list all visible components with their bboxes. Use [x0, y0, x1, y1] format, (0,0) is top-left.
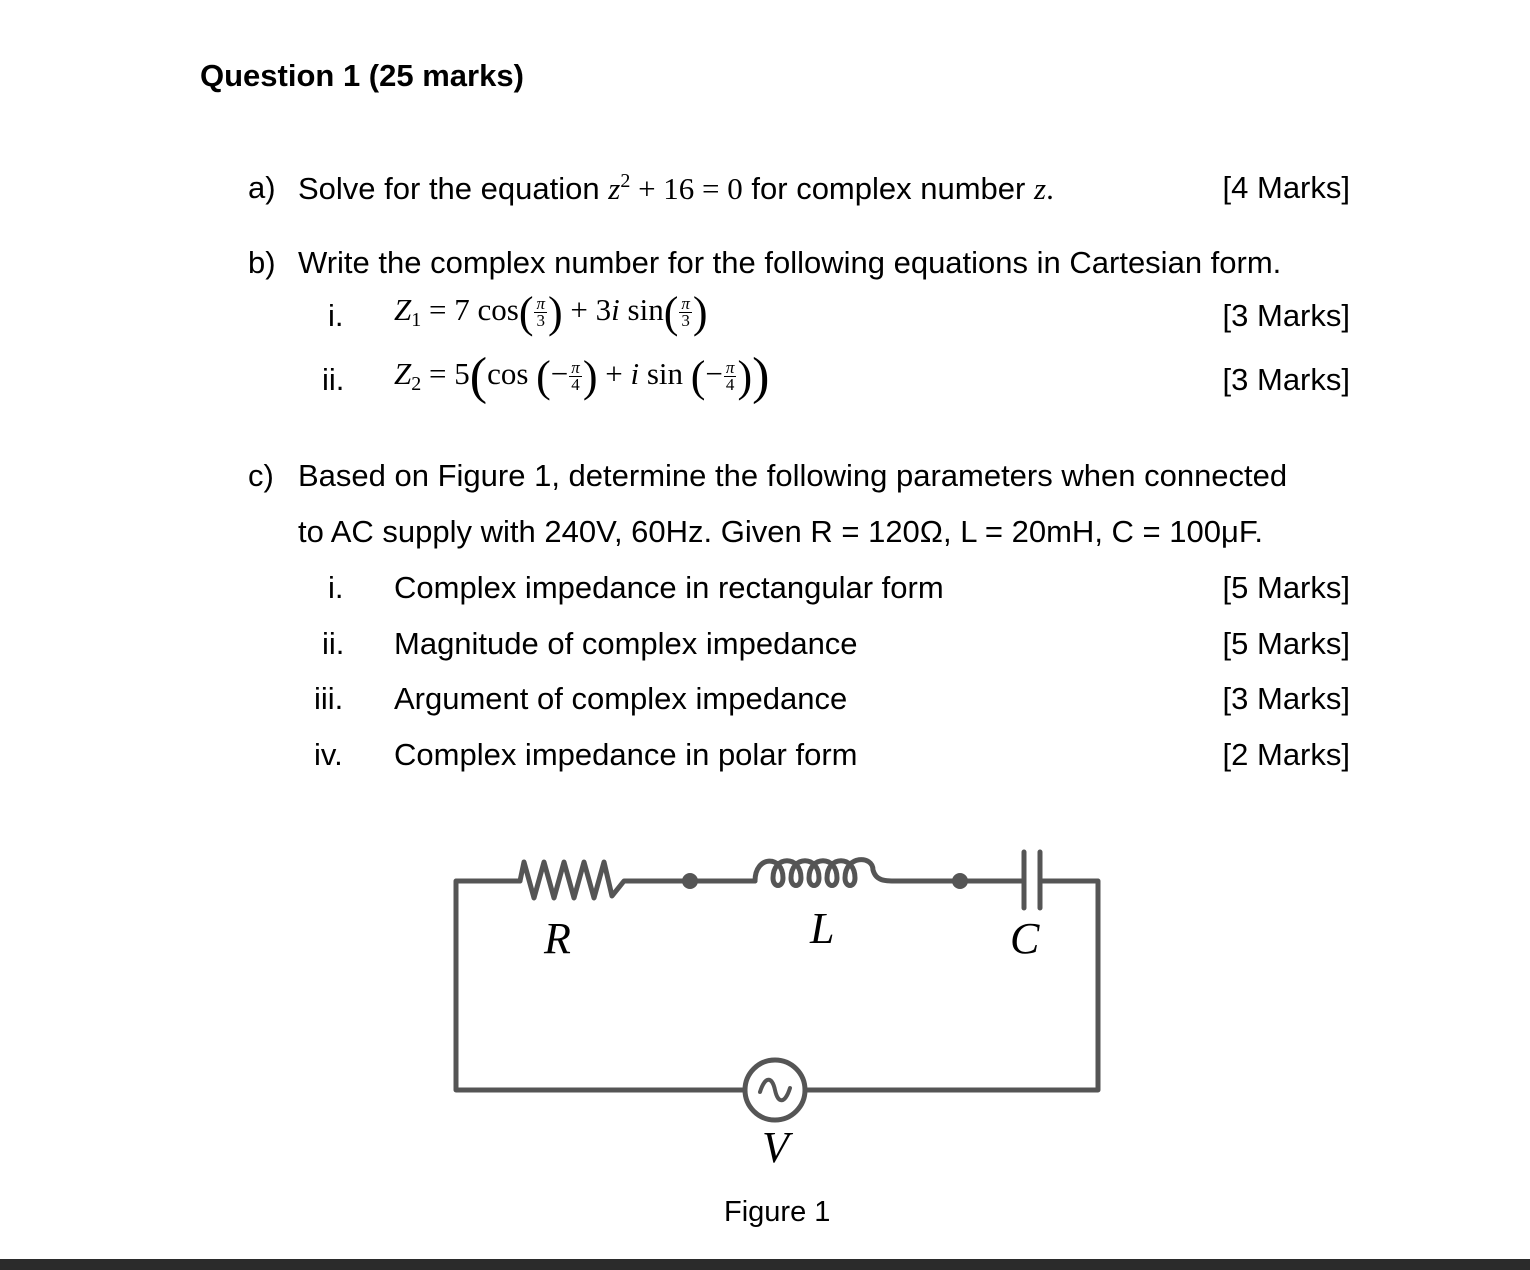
part-b-text: Write the complex number for the following equations in Cartesian form.: [298, 245, 1282, 280]
voltage-source-label: V: [762, 1123, 789, 1172]
part-c-iv-numeral: iv.: [314, 737, 343, 772]
junction-dot-1: [682, 873, 698, 889]
question-title: Question 1 (25 marks): [200, 58, 524, 93]
part-c-iv-text: Complex impedance in polar form: [394, 737, 858, 772]
part-c-iii-text: Argument of complex impedance: [394, 681, 848, 716]
bottom-border: [0, 1259, 1530, 1270]
inductor-symbol: [755, 860, 960, 886]
capacitor-symbol: [1024, 852, 1040, 908]
part-c-line1: Based on Figure 1, determine the following parameters when connected: [298, 458, 1288, 493]
part-c-iii-numeral: iii.: [314, 681, 344, 716]
part-a-marks: [4 Marks]: [1222, 170, 1350, 205]
figure-caption: Figure 1: [724, 1196, 831, 1228]
part-a-variable: z: [1033, 171, 1047, 206]
part-b-i-equation: $Z_1 = 7$ cos( $\frac{\pi}{3}$ ) + 3i sin( $\frac{\pi}{3}$ ): [394, 287, 708, 337]
resistor-label: R: [544, 914, 571, 963]
part-c-iii-marks: [3 Marks]: [1222, 681, 1350, 716]
part-b-ii-marks: [3 Marks]: [1222, 362, 1350, 397]
part-c-ii-marks: [5 Marks]: [1222, 626, 1350, 661]
part-c-i-numeral: i.: [328, 570, 344, 605]
part-c-ii-text: Magnitude of complex impedance: [394, 626, 858, 661]
part-b-label: b): [248, 245, 276, 280]
part-a-equation: $z^2 + 16 = 0$: [608, 170, 743, 206]
part-c-label: c): [248, 458, 274, 493]
part-c-i-marks: [5 Marks]: [1222, 570, 1350, 605]
junction-dot-2: [952, 873, 968, 889]
inductor-label: L: [810, 904, 835, 953]
part-a-text-after: for complex number: [751, 171, 1026, 206]
part-a-question: Solve for the equation $z^2 + 16 = 0$ for complex number z.: [298, 170, 1054, 206]
part-c-iv-marks: [2 Marks]: [1222, 737, 1350, 772]
resistor-symbol: [520, 862, 690, 898]
part-c-i-text: Complex impedance in rectangular form: [394, 570, 944, 605]
part-b-ii-equation: $Z_2 = 5(\cos$ (− $\frac{\pi}{4}$ ) + i sin (− $\frac{\pi}{4}$ )): [394, 347, 770, 405]
part-b-ii-numeral: ii.: [322, 362, 345, 397]
part-c-line2: to AC supply with 240V, 60Hz. Given R = 120Ω, L = 20mH, C = 100μF.: [298, 514, 1263, 549]
part-c-ii-numeral: ii.: [322, 626, 345, 661]
part-a-label: a): [248, 170, 276, 205]
part-b-i-numeral: i.: [328, 298, 344, 333]
capacitor-label: C: [1010, 914, 1040, 963]
part-a-text-before: Solve for the equation: [298, 171, 600, 206]
part-b-i-marks: [3 Marks]: [1222, 298, 1350, 333]
